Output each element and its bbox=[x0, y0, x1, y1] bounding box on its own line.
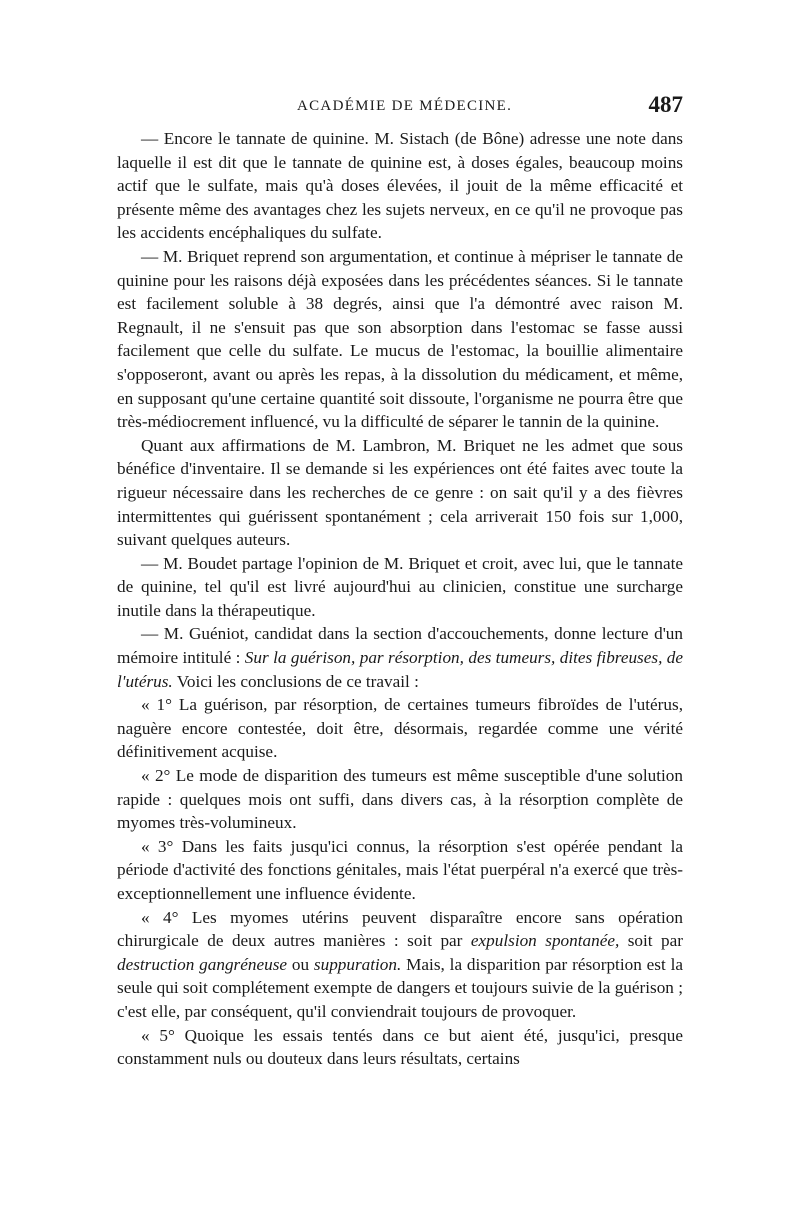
conclusion-1 bbox=[117, 693, 683, 764]
paragraph-text: ou bbox=[287, 954, 314, 974]
paragraph-text: Quant aux affirmations de M. Lambron, M. Briquet ne les admet que sous bénéfice d'inventaire. Il se demande si les expériences ont été faites avec toute la rigueur nécessaire dans les recherches de ce genre : on sait qu'il y a des fièvres intermittentes qui guérissent spontanément ; cela arriverait 150 fois sur 1,000, suivant quelques auteurs. bbox=[117, 435, 683, 550]
paragraph-text: « 1° La guérison, par résorption, de certaines tumeurs fibroïdes de l'utérus, naguère encore contestée, doit être, désormais, regardée comme une vérité définitivement acquise. bbox=[117, 695, 683, 762]
conclusion-2 bbox=[117, 764, 683, 835]
paragraph-text: — M. Guéniot, candidat dans la section d'accouchements, donne lecture d'un mémoire intitulé : bbox=[117, 624, 683, 668]
paragraph-text: « 5° Quoique les essais tentés dans ce but aient été, jusqu'ici, presque constamment nuls ou douteux dans leurs résultats, certains bbox=[117, 1025, 683, 1069]
paragraph-tannate-sistach bbox=[117, 127, 683, 245]
paragraph-text: « 4° Les myomes utérins peuvent disparaître encore sans opération chirurgicale de deux autres manières : soit par bbox=[117, 907, 683, 951]
paragraph-text: « 2° Le mode de disparition des tumeurs est même susceptible d'une solution rapide : quelques mois ont suffi, dans divers cas, à la résorption complète de myomes très-volumineux. bbox=[117, 766, 683, 833]
paragraph-boudet bbox=[117, 552, 683, 623]
paragraph-text: Voici les conclusions de ce travail : bbox=[172, 671, 419, 691]
conclusion-3 bbox=[117, 835, 683, 906]
page-header bbox=[117, 92, 683, 124]
paragraph-briquet bbox=[117, 245, 683, 434]
paragraph-text: « 3° Dans les faits jusqu'ici connus, la résorption s'est opérée pendant la période d'activité des fonctions génitales, mais l'état puerpéral n'a exercé que très-exceptionnellement une influence évidente. bbox=[117, 836, 683, 903]
paragraph-text: — M. Boudet partage l'opinion de M. Briquet et croit, avec lui, que le tannate de quinine, tel qu'il est livré aujourd'hui au clinicien, constitue une surcharge inutile dans la thérapeutique. bbox=[117, 553, 683, 620]
memoir-title: Sur la guérison, par résorption, des tumeurs, dites fibreuses, de l'utérus. bbox=[117, 648, 683, 691]
paragraph-gueniot bbox=[117, 622, 683, 693]
conclusion-5 bbox=[117, 1024, 683, 1071]
italic-term: suppuration. bbox=[313, 954, 402, 974]
paragraph-text: soit par bbox=[619, 931, 683, 951]
italic-term: destruction gangréneuse bbox=[117, 954, 288, 974]
paragraph-text: Mais, la disparition par résorption est la seule qui soit complétement exempte de dangers et toujours suivie de la guérison ; c'est elle, par conséquent, qu'il conviendrait toujours de provoquer. bbox=[117, 954, 683, 1021]
body-text bbox=[117, 127, 683, 1071]
paragraph-text: — M. Briquet reprend son argumentation, et continue à mépriser le tannate de quinine pour les raisons déjà exposées dans les précédentes séances. Si le tannate est facilement soluble à 38 degrés, ainsi que l'a démontré avec raison M. Regnault, il ne s'ensuit pas que son absorption dans l'estomac se fasse aussi facilement que celle du sulfate. Le mucus de l'estomac, la bouillie alimentaire s'opposeront, avant ou après les repas, à la dissolution du médicament, et même, en supposant qu'une certaine quantité soit dissoute, l'organisme ne pourra être que très-médiocrement influencé, vu la difficulté de séparer le tannin de la quinine. bbox=[117, 246, 683, 432]
conclusion-4 bbox=[117, 906, 683, 1024]
running-title: ACADÉMIE DE MÉDECINE. bbox=[297, 98, 513, 114]
paragraph-text: — Encore le tannate de quinine. M. Sistach (de Bône) adresse une note dans laquelle il est dit que le tannate de quinine est, à doses égales, beaucoup moins actif que le sulfate, mais qu'à doses élevées, il jouit de la même efficacité et présente même des avantages chez les sujets nerveux, en ce qu'il ne provoque pas les accidents encéphaliques du sulfate. bbox=[117, 129, 683, 243]
italic-term: expulsion spontanée, bbox=[470, 931, 620, 951]
paragraph-lambron bbox=[117, 434, 683, 552]
page-number: 487 bbox=[648, 92, 683, 117]
